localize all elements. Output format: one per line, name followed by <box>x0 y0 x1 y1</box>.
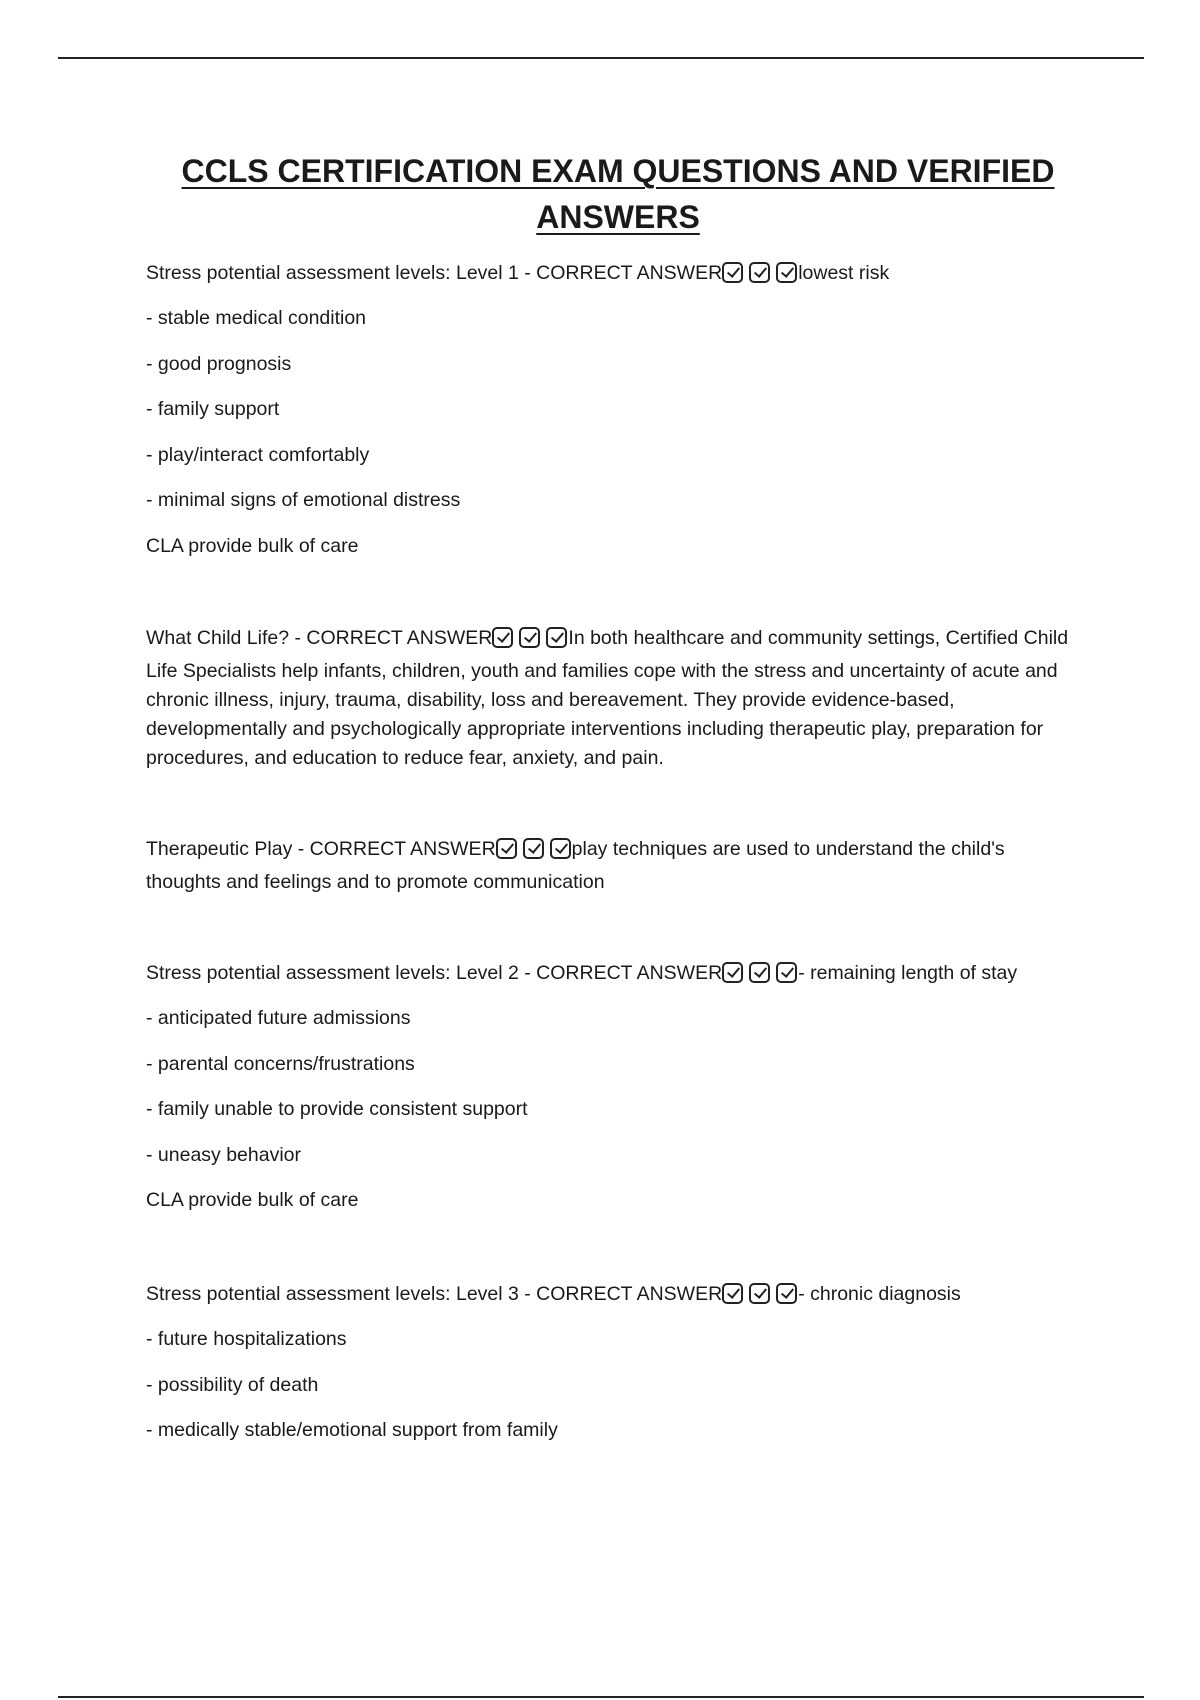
qa-4-question: Stress potential assessment levels: Level 2 - CORRECT ANSWER <box>146 962 723 984</box>
qa-1-line-3: - family support <box>146 398 280 420</box>
checkbox-checked-icon <box>749 262 770 283</box>
qa-4-line-4: - uneasy behavior <box>146 1144 302 1166</box>
qa-4-line-1: - anticipated future admissions <box>146 1007 411 1029</box>
qa-4-line-3: - family unable to provide consistent support <box>146 1098 528 1120</box>
checkbox-checked-icon <box>749 962 770 983</box>
checkbox-checked-icon <box>776 1283 797 1304</box>
checkbox-checked-icon <box>722 1283 743 1304</box>
qa-3-answer: play techniques are used to understand the child's thoughts and feelings and to promote communication <box>146 838 1005 893</box>
qa-2-answer: In both healthcare and community settings, Certified Child Life Specialists help infants, children, youth and families cope with the stress and uncertainty of acute and chronic illness, injury, trauma, disability, loss and bereavement. They provide evidence-based, developmentally and psychologically appropriate interventions including therapeutic play, preparation for procedures, and education to reduce fear, anxiety, and pain. <box>146 627 1069 769</box>
answer-check-icons <box>722 1283 798 1313</box>
checkbox-checked-icon <box>722 962 743 983</box>
qa-5-line-2: - possibility of death <box>146 1374 319 1396</box>
qa-1-line-1: - stable medical condition <box>146 307 367 329</box>
answer-check-icons <box>496 838 572 868</box>
qa-1-question-line <box>146 259 889 292</box>
checkbox-checked-icon <box>519 627 540 648</box>
checkbox-checked-icon <box>749 1283 770 1304</box>
answer-check-icons <box>492 627 568 657</box>
qa-1-line-6: CLA provide bulk of care <box>146 535 359 557</box>
checkbox-checked-icon <box>492 627 513 648</box>
bottom-rule <box>58 1696 1144 1698</box>
qa-4-question-line <box>146 959 1017 992</box>
qa-1-line-4: - play/interact comfortably <box>146 444 370 466</box>
checkbox-checked-icon <box>546 627 567 648</box>
checkbox-checked-icon <box>722 262 743 283</box>
document-title <box>0 148 1200 240</box>
qa-2-question: What Child Life? - CORRECT ANSWER <box>146 627 493 649</box>
checkbox-checked-icon <box>776 262 797 283</box>
qa-3-question: Therapeutic Play - CORRECT ANSWER <box>146 838 496 860</box>
qa-1-line-5: - minimal signs of emotional distress <box>146 489 461 511</box>
qa-4-answer: - remaining length of stay <box>798 962 1018 984</box>
qa-1-question: Stress potential assessment levels: Level 1 - CORRECT ANSWER <box>146 262 723 284</box>
checkbox-checked-icon <box>523 838 544 859</box>
qa-3-paragraph <box>146 835 1046 897</box>
qa-4-line-5: CLA provide bulk of care <box>146 1189 359 1211</box>
qa-5-question-line <box>146 1280 961 1313</box>
checkbox-checked-icon <box>776 962 797 983</box>
top-rule <box>58 57 1144 59</box>
qa-1-line-2: - good prognosis <box>146 353 292 375</box>
checkbox-checked-icon <box>550 838 571 859</box>
qa-1-answer: lowest risk <box>798 262 890 284</box>
answer-check-icons <box>722 262 798 292</box>
qa-4-line-2: - parental concerns/frustrations <box>146 1053 415 1075</box>
qa-2-paragraph <box>146 624 1096 773</box>
qa-5-line-3: - medically stable/emotional support from family <box>146 1419 558 1441</box>
answer-check-icons <box>722 962 798 992</box>
title-line-1: CCLS CERTIFICATION EXAM QUESTIONS AND VERIFIED <box>181 153 1055 189</box>
qa-5-line-1: - future hospitalizations <box>146 1328 347 1350</box>
checkbox-checked-icon <box>496 838 517 859</box>
title-line-2: ANSWERS <box>536 199 700 235</box>
qa-5-question: Stress potential assessment levels: Level 3 - CORRECT ANSWER <box>146 1283 723 1305</box>
qa-5-answer: - chronic diagnosis <box>798 1283 961 1305</box>
